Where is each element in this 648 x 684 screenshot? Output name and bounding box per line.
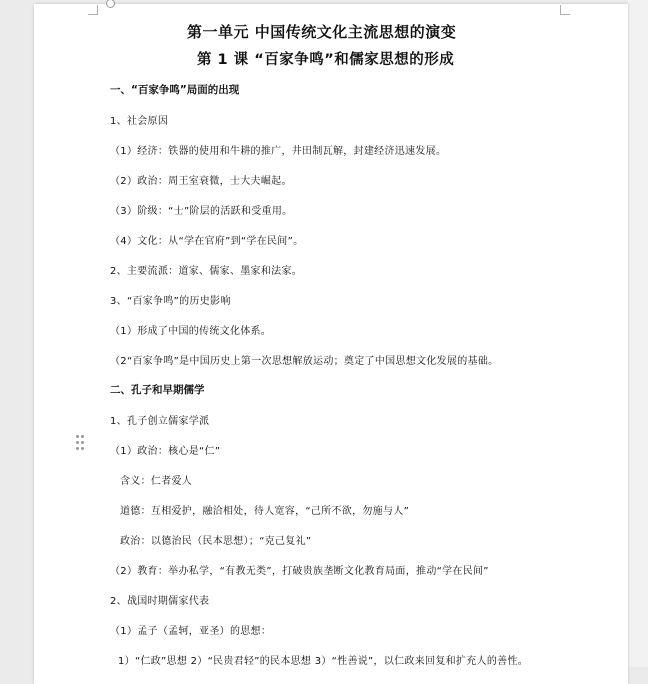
list-item: 政治：以德治民（民本思想）；“克己复礼” [120,536,312,547]
list-item: 2、战国时期儒家代表 [110,596,210,607]
paragraph-drag-handle-icon[interactable] [76,435,86,451]
list-item: （1）孟子（孟轲，亚圣）的思想： [110,626,272,637]
list-item: （1）形成了中国的传统文化体系。 [110,326,272,337]
list-item: （1）经济：铁器的使用和牛耕的推广，井田制瓦解，封建经济迅速发展。 [110,146,447,157]
section-heading: 一、“百家争鸣”局面的出现 [110,84,240,96]
list-item: （2“百家争鸣”是中国历史上第一次思想解放运动；奠定了中国思想文化发展的基础。 [110,356,499,367]
window-right-edge [628,0,648,667]
lesson-subtitle: 第 1 课 “百家争鸣”和儒家思想的形成 [197,52,455,68]
list-item: （1）政治：核心是“仁” [110,446,221,457]
margin-corner-mark-left [88,5,98,15]
document-page [34,4,628,684]
section-heading: 二、孔子和早期儒学 [110,384,205,396]
document-title: 第一单元 中国传统文化主流思想的演变 [187,23,457,41]
list-item: （3）阶级：“士”阶层的活跃和受重用。 [110,206,293,217]
list-item: 2、主要流派：道家、儒家、墨家和法家。 [110,266,303,277]
list-item: 1、孔子创立儒家学派 [110,416,210,427]
list-item: 1、社会原因 [110,116,169,127]
list-item: 含义：仁者爱人 [120,476,193,487]
list-item: 道德：互相爱护，融洽相处，待人宽容，“己所不欲，勿施与人” [120,506,410,517]
list-item: 1）“仁政”思想 2）“民贵君轻”的民本思想 3）“性善说”，以仁政来回复和扩充人的善性。 [118,656,529,667]
list-item: （2）教育：举办私学，“有教无类”，打破贵族垄断文化教育局面，推动“学在民间” [110,566,489,577]
margin-corner-mark-right [560,5,570,15]
list-item: （2）政治：周王室衰微，士大夫崛起。 [110,176,292,187]
list-item: 3、“百家争鸣”的历史影响 [110,296,231,307]
list-item: （4）文化：从“学在官府”到“学在民间”。 [110,236,304,247]
